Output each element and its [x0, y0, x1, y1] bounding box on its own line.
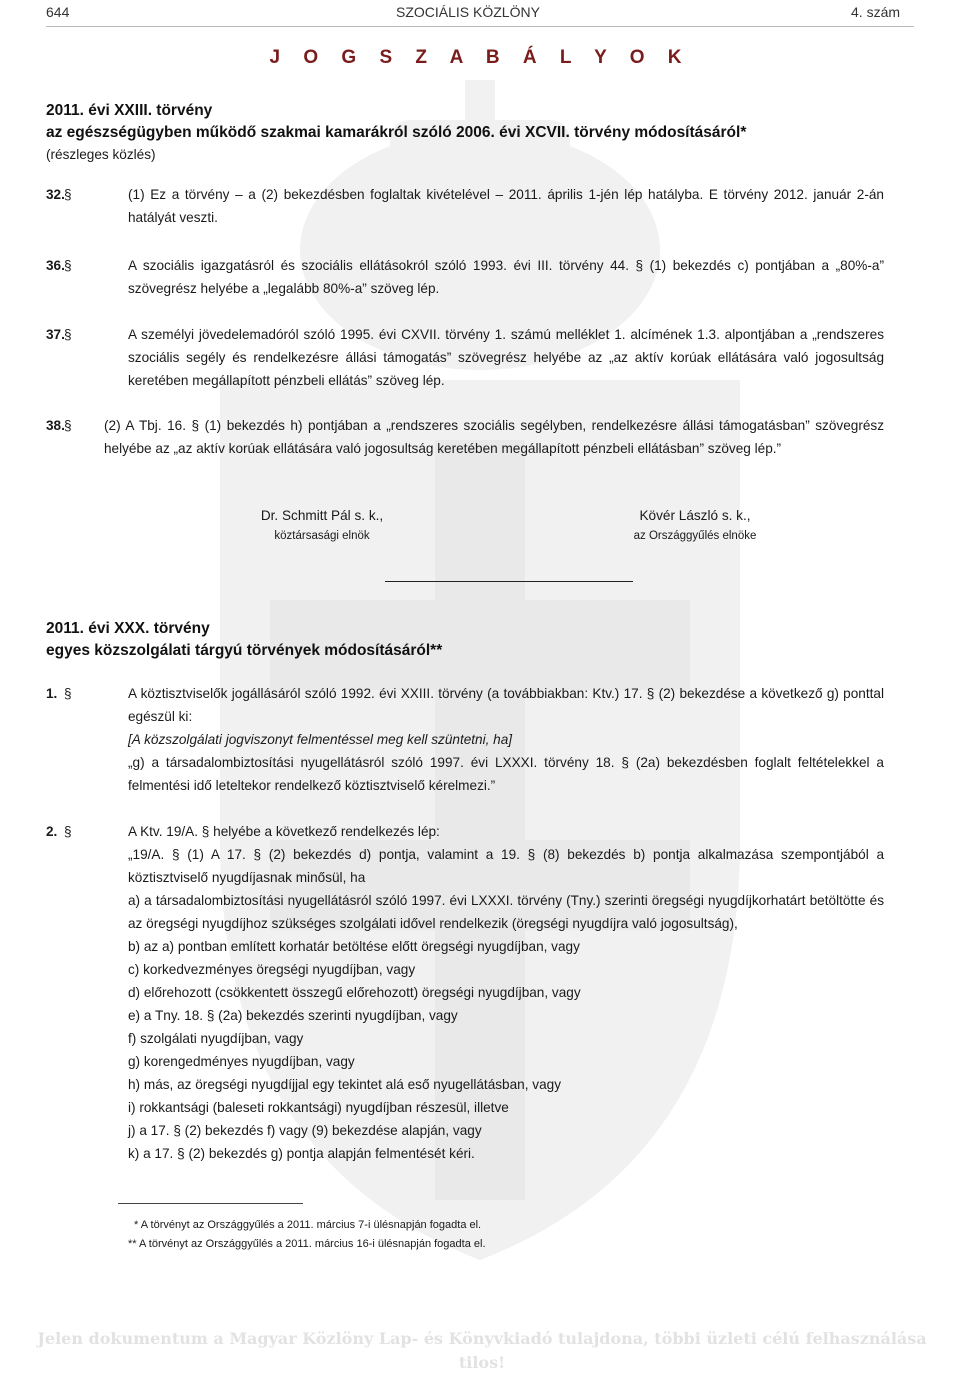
- amendment-line: b) az a) pontban említett korhatár betöltése előtt öregségi nyugdíjban, vagy: [128, 939, 580, 954]
- paragraph-number: 37.: [46, 327, 65, 342]
- section-symbol: §: [64, 824, 72, 839]
- law2-paragraph-2: [46, 820, 884, 1165]
- signature-name: Kövér László s. k.,: [639, 508, 751, 523]
- section-title: J O G S Z A B Á L Y O K: [269, 47, 691, 68]
- amendment-line: e) a Tny. 18. § (2a) bekezdés szerinti nyugdíjban, vagy: [128, 1008, 458, 1023]
- signature-name: Dr. Schmitt Pál s. k.,: [260, 508, 384, 523]
- italic-clause: [A közszolgálati jogviszonyt felmentéssel meg kell szüntetni, ha]: [128, 732, 513, 747]
- law1-note: (részleges közlés): [46, 147, 156, 162]
- law1-title-line1: 2011. évi XXIII. törvény: [46, 102, 213, 119]
- paragraph-text: (1) Ez a törvény – a (2) bekezdésben foglaltak kivételével – 2011. április 1-jén lép hatályba. E törvény 2012. január 2-án hatályát veszti.: [128, 187, 884, 225]
- paragraph-number: 2.: [46, 824, 58, 839]
- signature-role: az Országgyűlés elnöke: [633, 530, 757, 542]
- amendment-line: c) korkedvezményes öregségi nyugdíjban, vagy: [128, 962, 416, 977]
- section-symbol: §: [64, 418, 72, 433]
- paragraph-body: [128, 820, 884, 1165]
- footer-watermark: Jelen dokumentum a Magyar Közlöny Lap- és Könyvkiadó tulajdona, többi üzleti célú felhasználása tilos!: [37, 1329, 927, 1372]
- law2-paragraph-1: [46, 682, 884, 797]
- amendment-line: g) korengedményes nyugdíjban, vagy: [128, 1054, 355, 1069]
- quoted-amendment: „g) a társadalombiztosítási nyugellátásról szóló 1997. évi LXXXI. törvény 18. § (2a) bekezdésben foglalt feltételekkel a felmentési idő leteltekor rendelkező köztisztviselő kérelmezi.”: [128, 755, 884, 793]
- amendment-line: h) más, az öregségi nyugdíjjal egy tekintet alá eső nyugellátásban, vagy: [128, 1077, 561, 1092]
- amendment-line: k) a 17. § (2) bekezdés g) pontja alapján felmentését kéri.: [128, 1146, 475, 1161]
- section-symbol: §: [64, 686, 72, 701]
- signature-role: köztársasági elnök: [274, 530, 370, 542]
- amendment-line: f) szolgálati nyugdíjban, vagy: [128, 1031, 304, 1046]
- law1-heading: [46, 100, 884, 166]
- law1-title-line2: az egészségügyben működő szakmai kamarákról szóló 2006. évi XCVII. törvény módosításáról*: [46, 124, 747, 141]
- amendment-line: d) előrehozott (csökkentett összegű előrehozott) öregségi nyugdíjban, vagy: [128, 985, 581, 1000]
- page-number: 644: [46, 4, 70, 20]
- signature-speaker: [575, 505, 815, 545]
- law1-paragraph-38: [46, 414, 884, 460]
- paragraph-intro: A Ktv. 19/A. § helyébe a következő rendelkezés lép:: [128, 824, 440, 839]
- signature-president: [202, 505, 442, 545]
- journal-title: SZOCIÁLIS KÖZLÖNY: [396, 4, 540, 20]
- amendment-line: j) a 17. § (2) bekezdés f) vagy (9) bekezdése alapján, vagy: [128, 1123, 482, 1138]
- paragraph-number: 38.: [46, 418, 65, 433]
- paragraph-text: A köztisztviselők jogállásáról szóló 1992. évi XXIII. törvény (a továbbiakban: Ktv.) 17. § (2) bekezdése a következő g) ponttal egészül ki:: [128, 686, 884, 724]
- paragraph-text: (2) A Tbj. 16. § (1) bekezdés h) pontjában a „rendszeres szociális segélyben, rendelkezésre állási támogatásban” szövegrész helyébe az „az aktív korúak ellátására való jogosultság keretében megállapított pénzbeli ellátásban” szöveg lép.”: [104, 418, 884, 456]
- footnote-rule: [118, 1203, 303, 1204]
- law1-paragraph-32: [46, 183, 884, 229]
- law2-title-line1: 2011. évi XXX. törvény: [46, 620, 210, 637]
- amendment-line: a) a társadalombiztosítási nyugellátásról szóló 1997. évi LXXXI. törvény (Tny.) szerinti öregségi nyugdíjkorhatárt betöltötte és az öregségi nyugdíjhoz szükséges szolgálati idővel rendelkezik (öregségi nyugdíjra való jogosultság),: [128, 893, 884, 931]
- law-divider: [385, 581, 633, 582]
- paragraph-number: 1.: [46, 686, 58, 701]
- paragraph-number: 32.: [46, 187, 65, 202]
- paragraph-text: A személyi jövedelemadóról szóló 1995. évi CXVII. törvény 1. számú melléklet 1. alcímének 1.3. alpontjában a „rendszeres szociális segély és rendelkezésre állási támogatás” szövegrész helyébe az „az aktív korúak ellátására való jogosultság keretében megállapított pénzbeli ellátás” szöveg lép.: [128, 327, 884, 388]
- law2-title-line2: egyes közszolgálati tárgyú törvények módosításáról**: [46, 642, 443, 659]
- paragraph-number: 36.: [46, 258, 65, 273]
- law2-heading: [46, 618, 884, 662]
- paragraph-text: A szociális igazgatásról és szociális ellátásokról szóló 1993. évi III. törvény 44. § (1) bekezdés c) pontjában a „80%-a” szövegrész helyébe a „legalább 80%-a” szöveg lép.: [128, 258, 884, 296]
- issue-number: 4. szám: [851, 4, 901, 20]
- footnote-1: * A törvényt az Országgyűlés a 2011. március 7-i ülésnapján fogadta el.: [134, 1219, 482, 1231]
- section-symbol: §: [64, 187, 72, 202]
- law1-paragraph-37: [46, 323, 884, 392]
- amendment-line: „19/A. § (1) A 17. § (2) bekezdés d) pontja, valamint a 19. § (8) bekezdés b) pontja alkalmazása szempontjából a köztisztviselő nyugdíjasnak minősül, ha: [128, 847, 884, 885]
- amendment-line: i) rokkantsági (baleseti rokkantsági) nyugdíjban részesül, illetve: [128, 1100, 509, 1115]
- header-rule: [46, 26, 914, 27]
- paragraph-body: [128, 682, 884, 797]
- section-symbol: §: [64, 258, 72, 273]
- footnote-2: ** A törvényt az Országgyűlés a 2011. március 16-i ülésnapján fogadta el.: [128, 1238, 486, 1250]
- law1-paragraph-36: [46, 254, 884, 300]
- section-symbol: §: [64, 327, 72, 342]
